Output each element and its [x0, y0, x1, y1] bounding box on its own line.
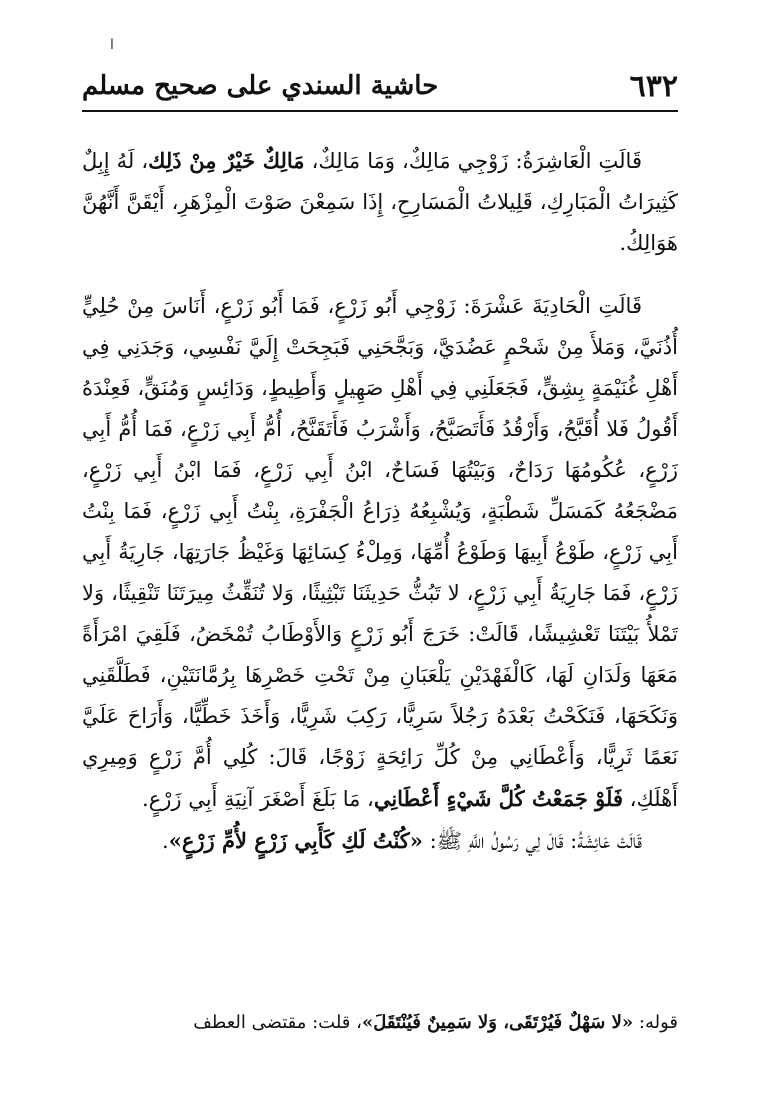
running-title: حاشية السندي على صحيح مسلم — [82, 71, 439, 101]
commentary-note — [82, 1008, 678, 1038]
paragraph-text: ، مَا بَلَغَ أَصْغَرَ آنِيَةِ أَبِي زَرْعٍ. — [142, 787, 374, 811]
emphasized-phrase: فَلَوْ جَمَعْتُ كُلَّ شَيْءٍ أَعْطَانِي — [373, 786, 623, 811]
page-header — [82, 62, 678, 112]
paragraph-text: قَالَتِ الْحَادِيَةَ عَشْرَةَ: زَوْجِي أَبُو زَرْعٍ، فَمَا أَبُو زَرْعٍ، أَنَاسَ مِنْ حُلِيٍّ أُذُنَيَّ، وَمَلأَ مِنْ شَحْمٍ عَضُدَيَّ، وَبَجَّحَنِي فَبَجِحَتْ إِلَيَّ نَفْسِي، وَجَدَنِي فِي أَهْلِ غُنَيْمَةٍ بِشِقٍّ، فَجَعَلَنِي فِي أَهْلِ صَهِيلٍ وَأَطِيطٍ، وَدَائِسٍ وَمُنَقٍّ، فَعِنْدَهُ أَقُولُ فَلا أُقَبَّحُ، وَأَرْقُدُ فَأَتَصَبَّحُ، وَأَشْرَبُ فَأَتَقَنَّحُ، أُمُّ أَبِي زَرْعٍ، فَمَا أُمُّ أَبِي زَرْعٍ، عُكُومُهَا رَدَاحٌ، وَبَيْتُهَا فَسَاحٌ، ابْنُ أَبِي زَرْعٍ، فَمَا ابْنُ أَبِي زَرْعٍ، مَضْجَعُهُ كَمَسَلِّ شَطْبَةٍ، وَيُشْبِعُهُ ذِرَاعُ الْجَفْرَةِ، بِنْتُ أَبِي زَرْعٍ، فَمَا بِنْتُ أَبِي زَرْعٍ، طَوْعُ أَبِيهَا وَطَوْعُ أُمِّهَا، وَمِلْءُ كِسَائِهَا وَغَيْظُ جَارَتِهَا، جَارِيَةُ أَبِي زَرْعٍ، فَمَا جَارِيَةُ أَبِي زَرْعٍ، لا تَبُثُّ حَدِيثَنَا تَبْثِيثًا، وَلا تُنَقِّثُ مِيرَتَنَا تَنْقِيثًا، وَلا تَمْلأُ بَيْتَنَا تَعْشِيشًا، قَالَتْ: خَرَجَ أَبُو زَرْعٍ وَالأَوْطَابُ تُمْخَضُ، فَلَقِيَ امْرَأَةً مَعَهَا وَلَدَانِ لَهَا، كَالْفَهْدَيْنِ يَلْعَبَانِ مِنْ تَحْتِ خَصْرِهَا بِرُمَّانَتَيْنِ، فَطَلَّقَنِي وَنَكَحَهَا، فَنَكَحْتُ بَعْدَهُ رَجُلاً سَرِيًّا، رَكِبَ شَرِيًّا، وَأَخَذَ خَطِّيًّا، وَأَرَاحَ عَلَيَّ نَعَمًا ثَرِيًّا، وَأَعْطَانِي مِنْ كُلِّ رَائِحَةٍ زَوْجًا، قَالَ: كُلِي أُمَّ زَرْعٍ وَمِيرِي أَهْلَكِ، — [82, 294, 678, 811]
note-quote: «لا سَهْلٌ فَيُرْتَقَى، وَلا سَمِينٌ فَيُنْتَقَلَ» — [361, 1012, 634, 1033]
note-text: ، قلت: مقتضى العطف — [193, 1012, 362, 1033]
paragraph-text: قَالَتْ عَائِشَةُ: قَالَ لِي رَسُولُ اللَّهِ ﷺ: — [422, 829, 642, 853]
paragraph-eleventh-woman — [82, 286, 678, 820]
page-number: ٦٣٢ — [629, 68, 678, 104]
note-lead: قوله: — [633, 1012, 678, 1033]
paragraph-text: ، لَهُ إِبِلٌ كَثِيرَاتُ الْمَبَارِكِ، قَلِيلاتُ الْمَسَارِحِ، إِذَا سَمِعْنَ صَوْتَ الْمِزْهَرِ، أَيْقَنَّ أَنَّهُنَّ هَوَالِكُ. — [82, 149, 678, 255]
prophet-quote: «كُنْتُ لَكِ كَأَبِي زَرْعٍ لأُمِّ زَرْعٍ» — [168, 828, 423, 853]
emphasized-phrase: مَالِكٌ خَيْرٌ مِنْ ذَلِك — [148, 148, 305, 173]
paragraph-tenth-woman — [82, 140, 678, 264]
page-top-mark: ا — [110, 37, 114, 53]
main-text — [82, 140, 678, 862]
paragraph-text: قَالَتِ الْعَاشِرَةُ: زَوْجِي مَالِكٌ، وَمَا مَالِكٌ، — [304, 149, 642, 173]
paragraph-text: . — [162, 829, 169, 853]
paragraph-aisha — [82, 820, 678, 862]
